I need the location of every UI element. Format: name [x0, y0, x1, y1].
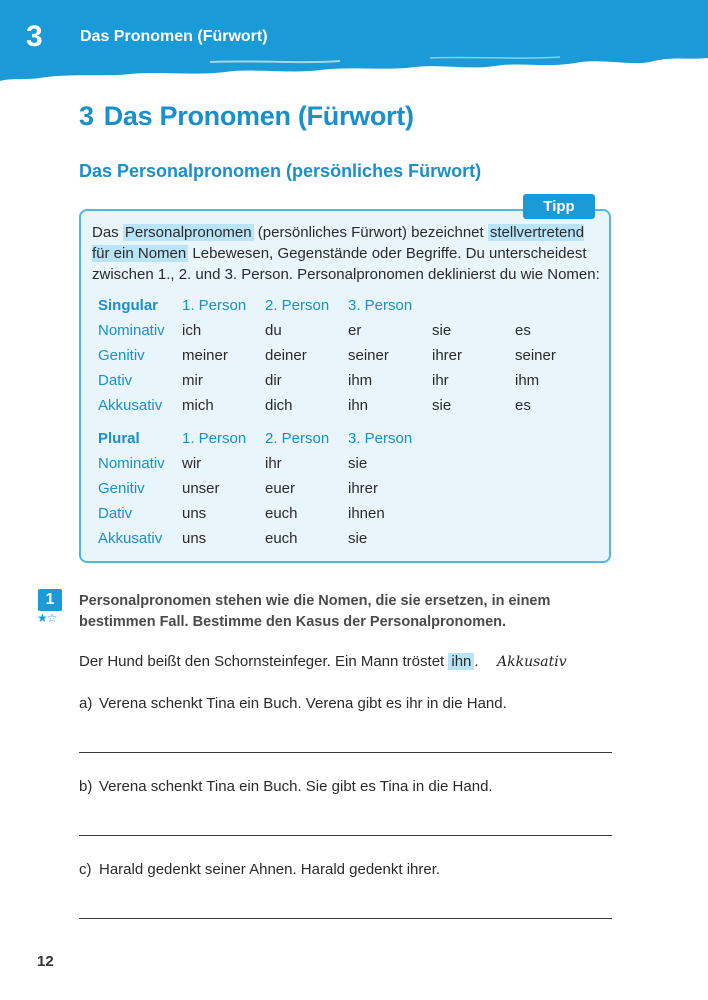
table-cell: es: [515, 322, 531, 339]
table-cell: sie: [432, 322, 452, 339]
task-letter: c): [79, 861, 92, 878]
table-cell: sie: [348, 530, 368, 547]
task-letter: a): [79, 695, 93, 712]
task-c: [79, 861, 440, 878]
tipp-intro-text: [92, 222, 600, 285]
table-cell: ihr: [432, 372, 449, 389]
section-title: Das Personalpronomen (persönliches Fürwort): [79, 161, 482, 181]
table-cell: mich: [182, 397, 214, 414]
answer-line-c[interactable]: [79, 918, 612, 919]
task-text: Verena schenkt Tina ein Buch. Verena gibt es ihr in die Hand.: [99, 695, 507, 712]
task-letter: b): [79, 778, 93, 795]
case-label: Genitiv: [98, 480, 145, 497]
difficulty-stars-icon: ★☆: [37, 611, 57, 625]
tipp-label: Tipp: [523, 194, 595, 219]
example-highlight: ihn: [448, 653, 474, 670]
exercise-instruction: Personalpronomen stehen wie die Nomen, die sie ersetzen, in einem bestimmen Fall. Bestimme den Kasus der Personalpronomen.: [79, 593, 551, 630]
chapter-title-number: 3: [79, 101, 94, 131]
table-cell: sie: [432, 397, 452, 414]
table-cell: ihrer: [432, 347, 463, 364]
table-cell: es: [515, 397, 531, 414]
table-cell: ihn: [348, 397, 369, 414]
case-label: Genitiv: [98, 347, 145, 364]
table-cell: ihm: [348, 372, 373, 389]
table-cell: uns: [182, 530, 207, 547]
table-cell: er: [348, 322, 362, 339]
table-cell: ihr: [265, 455, 282, 472]
table-cell: du: [265, 322, 282, 339]
chapter-title: [79, 101, 414, 132]
task-text: Verena schenkt Tina ein Buch. Sie gibt es Tina in die Hand.: [99, 778, 493, 795]
table-cell: seiner: [515, 347, 556, 364]
task-text: Harald gedenkt seiner Ahnen. Harald gedenkt ihrer.: [99, 861, 441, 878]
case-label: Nominativ: [98, 322, 165, 339]
table-cell: euer: [265, 480, 296, 497]
banner-chapter-number: 3: [26, 20, 43, 53]
singular-label: Singular: [98, 297, 159, 314]
column-header: 1. Person: [182, 430, 247, 447]
table-cell: ich: [182, 322, 202, 339]
table-cell: dich: [265, 397, 293, 414]
chapter-title-text: Das Pronomen (Fürwort): [103, 101, 414, 131]
example-handwritten-answer: Akkusativ: [497, 654, 567, 670]
table-cell: seiner: [348, 347, 389, 364]
case-label: Nominativ: [98, 455, 165, 472]
table-cell: euch: [265, 530, 298, 547]
column-header: 2. Person: [265, 297, 330, 314]
table-cell: ihnen: [348, 505, 385, 522]
table-cell: wir: [182, 455, 202, 472]
column-header: 3. Person: [348, 430, 413, 447]
example-sentence: [79, 653, 479, 670]
table-cell: euch: [265, 505, 298, 522]
task-b: [79, 778, 493, 795]
banner-chapter-title: Das Pronomen (Fürwort): [80, 28, 268, 45]
table-cell: dir: [265, 372, 282, 389]
column-header: 2. Person: [265, 430, 330, 447]
intro-highlight: Personalpronomen: [124, 224, 252, 241]
intro-highlight: stellvertretend für ein Nomen: [92, 224, 585, 262]
table-cell: sie: [348, 455, 368, 472]
table-cell: deiner: [265, 347, 307, 364]
column-header: 3. Person: [348, 297, 413, 314]
example-text: Der Hund beißt den Schornsteinfeger. Ein Mann tröstet: [79, 653, 449, 670]
task-a: [79, 695, 507, 712]
table-cell: meiner: [182, 347, 228, 364]
table-cell: uns: [182, 505, 207, 522]
exercise-number-badge: 1: [38, 589, 62, 611]
table-cell: unser: [182, 480, 220, 497]
intro-segment: Das: [92, 224, 123, 241]
page-number: 12: [37, 953, 54, 970]
intro-segment: (persönliches Fürwort) bezeichnet: [253, 224, 488, 241]
answer-line-b[interactable]: [79, 835, 612, 836]
case-label: Dativ: [98, 505, 133, 522]
example-text-end: .: [474, 653, 479, 670]
case-label: Dativ: [98, 372, 133, 389]
case-label: Akkusativ: [98, 530, 163, 547]
table-cell: mir: [182, 372, 203, 389]
answer-line-a[interactable]: [79, 752, 612, 753]
column-header: 1. Person: [182, 297, 247, 314]
case-label: Akkusativ: [98, 397, 163, 414]
plural-label: Plural: [98, 430, 140, 447]
table-cell: ihrer: [348, 480, 379, 497]
table-cell: ihm: [515, 372, 540, 389]
intro-segment: Lebewesen, Gegenstände oder Begriffe. Du unterscheidest zwischen 1., 2. und 3. Person. Personalpronomen deklinierst du wie Nomen:: [92, 245, 600, 283]
